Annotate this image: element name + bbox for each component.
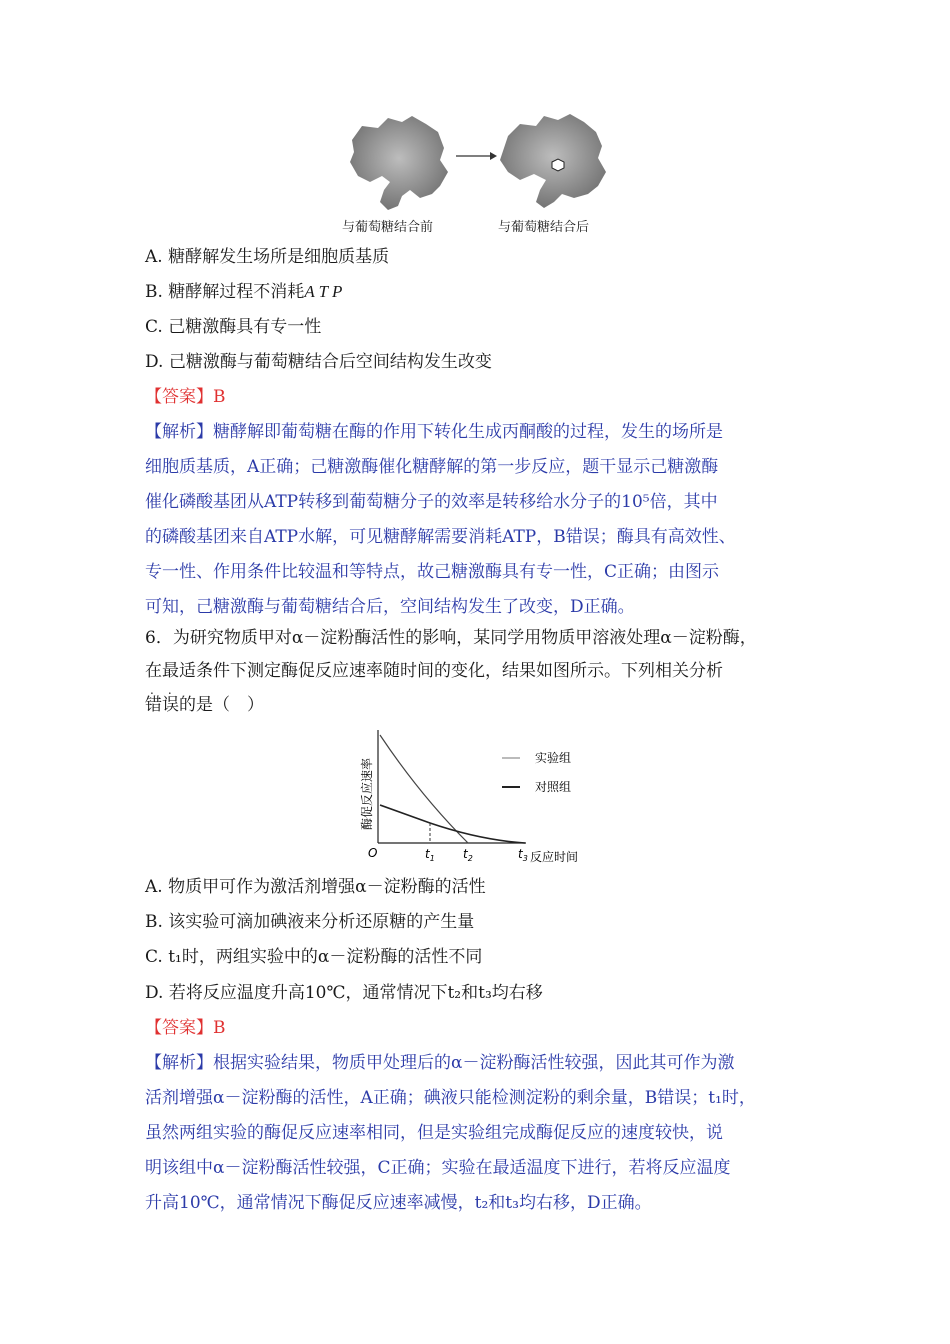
x-tick-label-t2: $t_2$ xyxy=(463,847,473,863)
q5-analysis-line-2: 细胞质基质，A正确；己糖激酶催化糖酵解的第一步反应，题干显示己糖激酶 xyxy=(145,457,719,477)
q5-analysis-line-4: 的磷酸基团来自ATP水解，可见糖酵解需要消耗ATP，B错误；酶具有高效性、 xyxy=(145,527,736,547)
q5-analysis-line-3: 催化磷酸基团从ATP转移到葡萄糖分子的效率是转移给水分子的10⁵倍，其中 xyxy=(145,492,718,512)
legend-control-label: 对照组 xyxy=(535,780,572,794)
series-control-line xyxy=(380,805,525,843)
q5-option-b xyxy=(145,281,342,303)
q6-analysis-line-3: 虽然两组实验的酶促反应速率相同，但是实验组完成酶促反应的速度较快，说 xyxy=(145,1123,723,1143)
q5-option-b-text: B. 糖酵解过程不消耗 xyxy=(145,282,305,302)
y-axis-label: 酶促反应速率 xyxy=(360,757,374,830)
enzyme-before-shape xyxy=(350,116,448,210)
q6-analysis-line-5: 升高10℃，通常情况下酶促反应速率减慢，t₂和t₃均右移，D正确。 xyxy=(145,1193,652,1213)
x-axis-label: 反应时间 xyxy=(530,850,579,864)
q6-option-b: B. 该实验可滴加碘液来分析还原糖的产生量 xyxy=(145,912,475,932)
enzyme-figure xyxy=(340,110,620,240)
q5-option-d: D. 己糖激酶与葡萄糖结合后空间结构发生改变 xyxy=(145,352,492,372)
q6-stem-line-3: 错误的是（ ） xyxy=(145,695,264,715)
x-tick-label-t1: $t_1$ xyxy=(425,847,435,863)
q6-answer-label: 【答案】 xyxy=(145,1018,213,1038)
caption-before: 与葡萄糖结合前 xyxy=(342,220,434,235)
glucose-shape xyxy=(552,159,564,171)
q5-answer-label: 【答案】 xyxy=(145,387,213,407)
q6-analysis-line-4: 明该组中α－淀粉酶活性较强，C正确；实验在最适温度下进行，若将反应温度 xyxy=(145,1158,731,1178)
q6-analysis-line-2: 活剂增强α－淀粉酶的活性，A正确；碘液只能检测淀粉的剩余量，B错误；t₁时， xyxy=(145,1088,756,1108)
rate-chart xyxy=(350,725,600,870)
q6-analysis-line-1: 【解析】根据实验结果，物质甲处理后的α－淀粉酶活性较强，因此其可作为激 xyxy=(145,1053,735,1073)
q6-option-d: D. 若将反应温度升高10℃，通常情况下t₂和t₃均右移 xyxy=(145,983,543,1003)
x-tick-label-t3: $t_3$ xyxy=(518,847,528,863)
q5-option-c: C. 己糖激酶具有专一性 xyxy=(145,317,322,337)
q6-option-a: A. 物质甲可作为激活剂增强α－淀粉酶的活性 xyxy=(145,877,486,897)
q6-stem-line-2: 在最适条件下测定酶促反应速率随时间的变化，结果如图所示。下列相关分析 xyxy=(145,661,723,681)
series-experimental-line xyxy=(380,735,468,843)
q5-analysis-label: 【解析】 xyxy=(145,422,213,442)
q5-option-a: A. 糖酵解发生场所是细胞质基质 xyxy=(145,247,390,267)
rate-chart-svg xyxy=(350,725,600,870)
legend-experimental-label: 实验组 xyxy=(535,751,572,765)
q6-analysis-label: 【解析】 xyxy=(145,1053,213,1073)
emphasis-dots: .. xyxy=(150,683,186,697)
q6-answer-value: B xyxy=(213,1018,226,1038)
q5-analysis-line-6: 可知，己糖激酶与葡萄糖结合后，空间结构发生了改变，D正确。 xyxy=(145,597,635,617)
q6-answer xyxy=(145,1017,226,1039)
q5-option-b-atp: A T P xyxy=(304,282,343,301)
q5-answer-value: B xyxy=(213,387,226,407)
caption-after: 与葡萄糖结合后 xyxy=(498,220,590,235)
q6-option-c: C. t₁时，两组实验中的α－淀粉酶的活性不同 xyxy=(145,947,483,967)
q5-analysis-line-5: 专一性、作用条件比较温和等特点，故己糖激酶具有专一性，C正确；由图示 xyxy=(145,562,720,582)
legend xyxy=(502,751,571,794)
q6-stem-line-1: 6．为研究物质甲对α－淀粉酶活性的影响，某同学用物质甲溶液处理α－淀粉酶， xyxy=(145,628,757,648)
q5-answer xyxy=(145,386,226,408)
q5-analysis-line-1: 【解析】糖酵解即葡萄糖在酶的作用下转化生成丙酮酸的过程，发生的场所是 xyxy=(145,422,723,442)
origin-label: O xyxy=(368,846,378,860)
